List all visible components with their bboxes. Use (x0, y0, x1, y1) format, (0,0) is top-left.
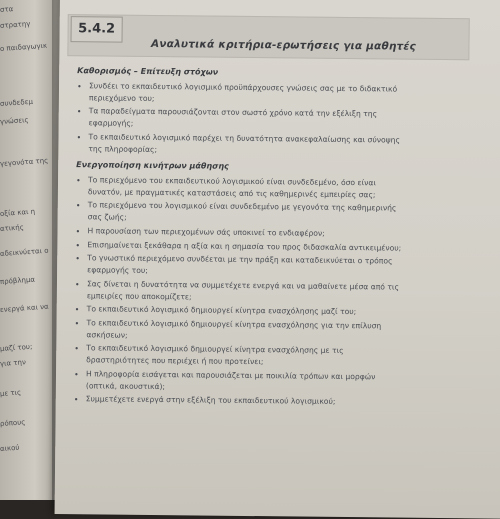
section-header (67, 14, 469, 60)
bullet-icon: • (76, 133, 82, 143)
list-item: • Το περιεχόμενο του εκπαιδευτικού λογισμικού είναι συνδεδεμένο, όσο είναι δυνατόν, με πραγματικές καταστάσεις από τις καθημερινές εμπειρίες σας; (75, 175, 377, 200)
list-item: • Το εκπαιδευτικό λογισμικό δημιουργεί κίνητρα ενασχόλησης για την επίλυση ασκήσεων; (74, 318, 382, 340)
left-page-fragment: ρόπους (0, 418, 26, 428)
list-item: • Σας δίνεται η δυνατότητα να συμμετέχετε ενεργά και να μαθαίνετε μέσα από τις εμπειρίες που αποκομίζετε; (74, 279, 400, 302)
bullet-icon: • (75, 227, 81, 237)
left-page-fragment: ατικής (0, 223, 25, 233)
list-item: • Συμμετέχετε ενεργά στην εξέλιξη του εκπαιδευτικού λογισμικού; (73, 394, 336, 407)
list-item: • Το γνωστικό περιεχόμενο συνδέεται με την πράξη και καταδεικνύεται ο τρόπος εφαρμογής του; (75, 253, 393, 276)
left-page-fragment: μαζί του; (0, 342, 33, 353)
bullet-icon: • (74, 280, 80, 290)
left-page-fragment: γεγονότα της (0, 156, 49, 168)
left-page-fragment: γνώσεις (0, 116, 29, 126)
subsection-heading-motivation: Ενεργοποίηση κινήτρων μάθησης (76, 160, 229, 171)
book-page (55, 0, 500, 519)
left-page-fragment: ο παιδαγωγικ (0, 41, 48, 53)
list-item: • Η παρουσίαση των περιεχομένων σάς υποκινεί το ενδιαφέρον; (75, 226, 325, 238)
left-page-fragment: συνδεδεμ (0, 97, 34, 108)
section-title: Αναλυτικά κριτήρια-ερωτήσεις για μαθητές (150, 37, 416, 53)
bullet-icon: • (75, 240, 81, 250)
left-page-fragment: αικού (0, 443, 20, 453)
bullet-icon: • (75, 176, 81, 186)
left-page-fragment: για την (0, 358, 27, 368)
list-item: • Το εκπαιδευτικό λογισμικό δημιουργεί κίνητρα ενασχόλησης με τις δραστηριότητες που περιέχει ή που προτείνει; (74, 343, 344, 367)
left-page-fragment: αδεικνύεται ο (0, 246, 49, 258)
subsection-heading-objectives: Καθορισμός – Επίτευξη στόχων (77, 66, 219, 77)
bullet-icon: • (76, 82, 82, 92)
objectives-list (76, 80, 407, 160)
left-page-fragment: με τις (0, 388, 22, 398)
list-item: • Τα παραδείγματα παρουσιάζονται στον σωστό χρόνο κατά την εξέλιξη της εφαρμογής; (76, 106, 378, 129)
list-item: • Η πληροφορία εισάγεται και παρουσιάζεται με ποικιλία τρόπων και μορφών (οπτικά, ακουστικά); (73, 369, 376, 391)
previous-page-edge (0, 0, 58, 500)
section-number: 5.4.2 (70, 16, 122, 43)
list-item: • Το εκπαιδευτικό λογισμικό δημιουργεί κίνητρα ενασχόλησης μαζί του; (74, 304, 357, 317)
list-item: • Επισημαίνεται ξεκάθαρα η αξία και η σημασία του προς διδασκαλία αντικειμένου; (75, 239, 402, 253)
bullet-icon: • (75, 201, 81, 211)
left-page-fragment: πρόβλημα (0, 275, 36, 286)
list-item: • Συνδέει το εκπαιδευτικό λογισμικό προϋπάρχουσες γνώσεις σας με το διδακτικό περιεχόμενο του; (76, 81, 398, 103)
left-page-fragment: ενεργά και να (0, 302, 49, 314)
left-page-fragment: οξία και η (0, 207, 36, 218)
bullet-icon: • (73, 395, 79, 405)
bullet-icon: • (74, 319, 80, 329)
list-item: • Το εκπαιδευτικό λογισμικό παρέχει τη δυνατότητα ανακεφαλαίωσης και σύνοψης της πληροφορίας; (76, 132, 401, 154)
bullet-icon: • (76, 107, 82, 117)
left-page-fragment: στρατηγ (0, 19, 31, 30)
list-item: • Το περιεχόμενο του λογισμικού είναι συνδεδεμένο με γεγονότα της καθημερινής σας ζωής; (75, 200, 397, 222)
motivation-list (74, 174, 406, 411)
bullet-icon: • (74, 344, 80, 354)
bullet-icon: • (74, 305, 80, 315)
left-page-fragment: στα (0, 5, 14, 14)
bullet-icon: • (73, 370, 79, 380)
bullet-icon: • (75, 254, 80, 264)
